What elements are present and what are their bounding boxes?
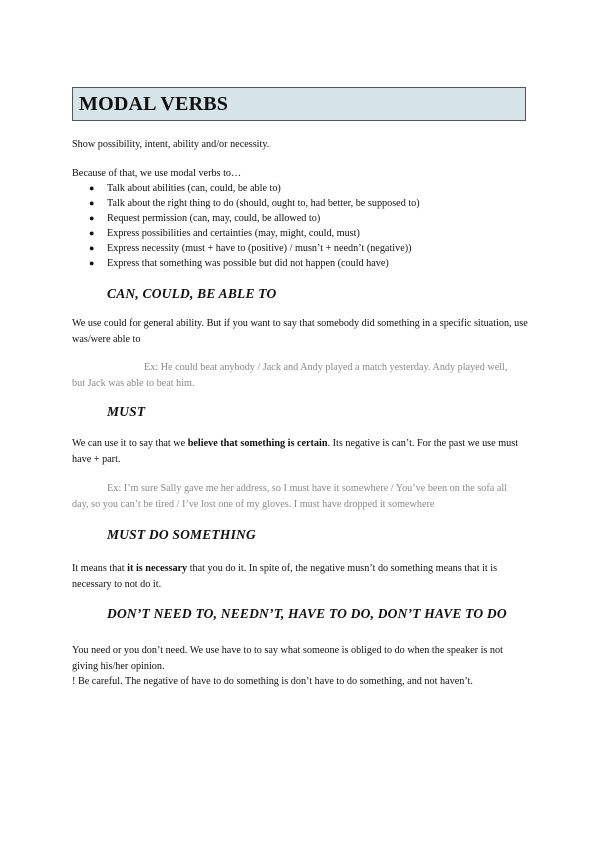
list-item: ● Express necessity (must + have to (positive) / musn’t + needn’t (negative)) xyxy=(89,243,412,254)
bullet-icon: ● xyxy=(89,258,95,268)
must-text: We can use it to say that we believe that something is certain. Its negative is can’t. For the past we use must have + part. xyxy=(72,438,519,465)
heading-must-do: MUST DO SOMETHING xyxy=(107,527,256,542)
heading-need: DON’T NEED TO, NEEDN’T, HAVE TO DO, DON’T HAVE TO DO xyxy=(107,606,507,621)
bullet-icon: ● xyxy=(89,213,95,223)
intro-text: Show possibility, intent, ability and/or necessity. xyxy=(72,139,270,150)
need-text: You need or you don’t need. We use have to to say what someone is obliged to do when the speaker is not giving his/her opinion. xyxy=(72,645,503,672)
list-item: ● Talk about the right thing to do (should, ought to, had better, be supposed to) xyxy=(89,198,420,209)
heading-must: MUST xyxy=(107,404,146,419)
list-item: ● Express possibilities and certainties (may, might, could, must) xyxy=(89,228,360,239)
list-item: ● Request permission (can, may, could, be allowed to) xyxy=(89,213,321,224)
bullet-icon: ● xyxy=(89,228,95,238)
bullet-icon: ● xyxy=(89,198,95,208)
can-could-example: Ex: He could beat anybody / Jack and Andy played a match yesterday. Andy played well, but Jack was able to beat him. xyxy=(72,362,508,389)
bullet-icon: ● xyxy=(89,243,95,253)
page-title: MODAL VERBS xyxy=(79,93,229,115)
title-box xyxy=(72,87,526,121)
because-intro-text: Because of that, we use modal verbs to… xyxy=(72,168,242,179)
must-do-text: It means that it is necessary that you do it. In spite of, the negative musn’t do something means that it is necessary to not do it. xyxy=(72,563,498,590)
list-item: ● Express that something was possible but did not happen (could have) xyxy=(89,258,389,269)
list-item: ● Talk about abilities (can, could, be able to) xyxy=(89,183,281,194)
heading-can-could: CAN, COULD, BE ABLE TO xyxy=(107,286,277,301)
can-could-text: We use could for general ability. But if you want to say that somebody did something in a specific situation, use was/were able to xyxy=(72,318,528,345)
uses-list xyxy=(72,181,528,271)
must-example: Ex: I’m sure Sally gave me her address, so I must have it somewhere / You’ve been on the sofa all day, so you can’t be tired / I’ve lost one of my gloves. I must have dropped it somewhere xyxy=(72,483,508,510)
bullet-icon: ● xyxy=(89,183,95,193)
need-note: ! Be careful. The negative of have to do something is don’t have to do something, and not haven’t. xyxy=(72,676,473,687)
